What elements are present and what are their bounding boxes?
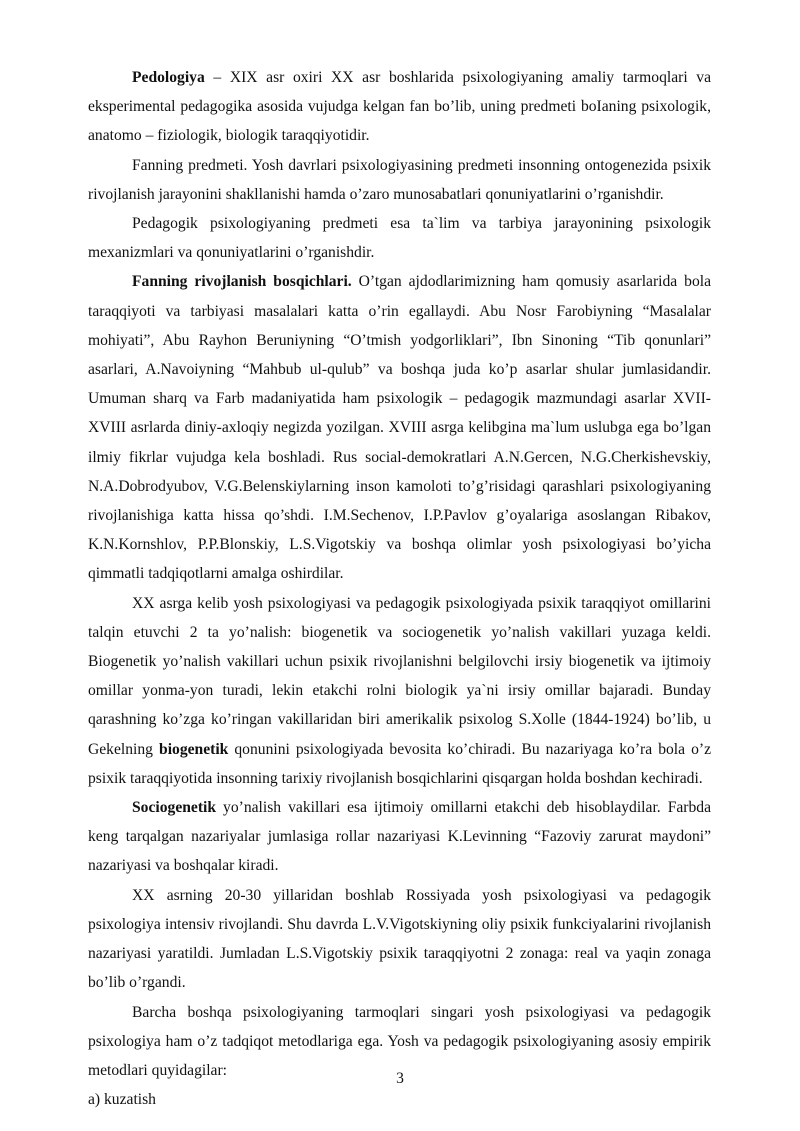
paragraph-fanning-predmeti: Fanning predmeti. Yosh davrlari psixologiyasining predmeti insonning ontogenezida psixik rivojlanish jarayonini shakllanishi hamda o’zaro munosabatlari qonuniyatlarini o’rganishdir.: [88, 156, 711, 203]
paragraph-pedagogik-psixologiya: Pedagogik psixologiyaning predmeti esa ta`lim va tarbiya jarayonining psixologik mexanizmlari va qonuniyatlarini o’rganishdir.: [88, 215, 711, 262]
body-text: [88, 63, 711, 1114]
paragraph-rivojlanish-bosqichlari: Fanning rivojlanish bosqichlari. O’tgan ajdodlarimizning ham qomusiy asarlarida bola taraqqiyoti va tarbiyasi masalalari katta o’rin egallaydi. Abu Nosr Farobiyning “Masalalar mohiyati”, Abu Rayhon Beruniyning “O’tmish yodgorliklari”, Ibn Sinoning “Tib qonunlari” asarlari, A.Navoiyning “Mahbub ul-qulub” va boshqa juda ko’p asarlar shular jumlasidandir. Umuman sharq va Farb madaniyatida ham psixologik – pedagogik mazmundagi asarlar XVII-XVIII asrlarda diniy-axloqiy negizda yozilgan. XVIII asrga kelibgina ma`lum uslubga ega bo’lgan ilmiy fikrlar vujudga kela boshladi. Rus social-demokratlari A.N.Gercen, N.G.Cherkishevskiy, N.A.Dobrodyubov, V.G.Belenskiylarning inson kamoloti to’g’risidagi qarashlari psixologiyaning rivojlanishiga katta hissa qo’shdi. I.M.Sechenov, I.P.Pavlov g’oyalariga asoslangan Ribakov, K.N.Kornshlov, P.P.Blonskiy, L.S.Vigotskiy va boshqa olimlar yosh psixologiyasi bo’yicha qimmatli tadqiqotlarni amalga oshirdilar.: [88, 273, 711, 583]
heading-rivojlanish-bosqichlari: Fanning rivojlanish bosqichlari.: [132, 273, 352, 291]
paragraph-rossiya: XX asrning 20-30 yillaridan boshlab Rossiyada yosh psixologiyasi va pedagogik psixologiya intensiv rivojlandi. Shu davrda L.V.Vigotskiyning oliy psixik funkciyalarini rivojlanish nazariyasi yaratildi. Jumladan L.S.Vigotskiy psixik taraqqiyotni 2 zonaga: real va yaqin zonaga bo’lib o’rgandi.: [88, 886, 711, 992]
term-biogenetik: biogenetik: [159, 740, 229, 758]
list-item-kuzatish: a) kuzatish: [88, 1091, 156, 1109]
paragraph-pedologiya: Pedologiya – XIX asr oxiri XX asr boshlarida psixologiyaning amaliy tarmoqlari va eksperimental pedagogika asosida vujudga kelgan fan bo’lib, uning predmeti boIaning psixologik, anatomo – fiziologik, biologik taraqqiyotidir.: [88, 69, 711, 145]
term-sociogenetik: Sociogenetik: [132, 799, 217, 817]
paragraph-xx-asr-yonalishlar: XX asrga kelib yosh psixologiyasi va pedagogik psixologiyada psixik taraqqiyot omillarini talqin etuvchi 2 ta yo’nalish: biogenetik va sociogenetik yo’nalish vakillari yuzaga keldi. Biogenetik yo’nalish vakillari uchun psixik rivojlanishni belgilovchi irsiy biogenetik va ijtimoiy omillar yonma-yon turadi, lekin etakchi rolni biologik ya`ni irsiy omillar bajaradi. Bunday qarashning ko’zga ko’ringan vakillaridan biri amerikalik psixolog S.Xolle (1844-1924) bo’lib, u Gekelning biogenetik qonunini psixologiyada bevosita ko’chiradi. Bu nazariyaga ko’ra bola o’z psixik taraqqiyotida insonning tarixiy rivojlanish bosqichlarini qisqargan holda boshdan kechiradi.: [88, 594, 712, 787]
page-number: 3: [396, 1070, 404, 1087]
paragraph-metodlar: Barcha boshqa psixologiyaning tarmoqlari singari yosh psixologiyasi va pedagogik psixologiya ham o’z tadqiqot metodlariga ega. Yosh va pedagogik psixologiyaning asosiy empirik metodlari quyidagilar:: [88, 1003, 711, 1079]
term-pedologiya: Pedologiya: [132, 69, 205, 86]
paragraph-sociogenetik: Sociogenetik yo’nalish vakillari esa ijtimoiy omillarni etakchi deb hisoblaydilar. Farbda keng tarqalgan nazariyalar jumlasiga rollar nazariyasi K.Levinning “Fazoviy zarurat maydoni” nazariyasi va boshqalar kiradi.: [88, 799, 711, 875]
